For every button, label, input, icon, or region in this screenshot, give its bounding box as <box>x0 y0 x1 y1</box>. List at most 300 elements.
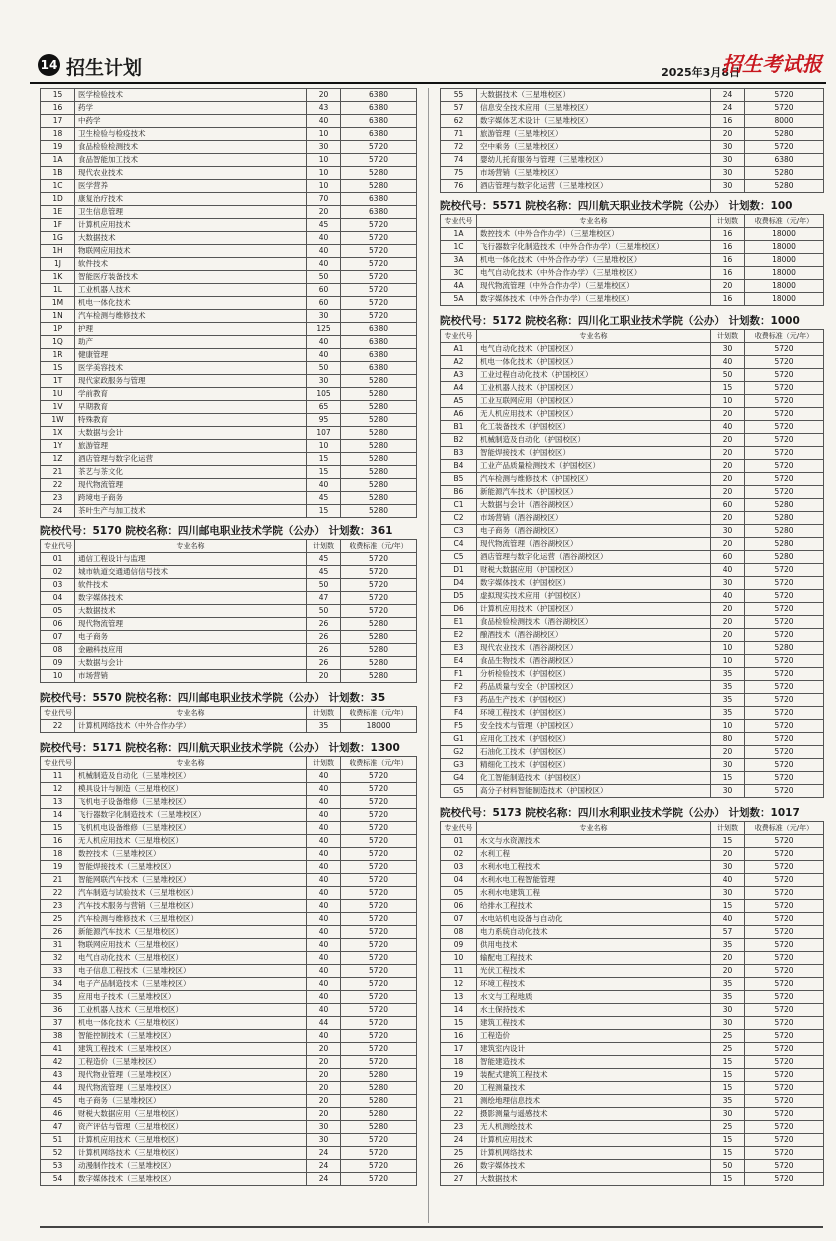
plan-count: 40 <box>307 1030 341 1043</box>
fee: 6380 <box>341 193 417 206</box>
table-row <box>441 952 824 965</box>
major-code: B5 <box>441 473 477 486</box>
plan-count: 20 <box>711 473 745 486</box>
major-code: 32 <box>41 952 75 965</box>
major-name: 汽车检测与维修技术 <box>75 310 307 323</box>
fee: 5720 <box>745 356 824 369</box>
major-name: 工程造价 <box>477 1030 711 1043</box>
major-name: 智能医疗装备技术 <box>75 271 307 284</box>
plan-count: 16 <box>711 241 745 254</box>
major-code: D1 <box>441 564 477 577</box>
fee: 5720 <box>341 913 417 926</box>
major-code: B2 <box>441 434 477 447</box>
fee: 5280 <box>341 670 417 683</box>
major-code: 01 <box>441 835 477 848</box>
table-row <box>41 193 417 206</box>
major-name: 现代农业技术（酒谷湖校区） <box>477 642 711 655</box>
major-name: 物联网应用技术 <box>75 245 307 258</box>
plan-count: 50 <box>307 579 341 592</box>
major-name: 财税大数据应用（三星堆校区） <box>75 1108 307 1121</box>
table-row <box>441 382 824 395</box>
table-row <box>441 1004 824 1017</box>
major-name: 无人机应用技术（护国校区） <box>477 408 711 421</box>
plan-count: 30 <box>711 577 745 590</box>
plan-count: 16 <box>711 293 745 306</box>
plan-count: 26 <box>307 657 341 670</box>
major-code: 38 <box>41 1030 75 1043</box>
plan-count: 40 <box>711 421 745 434</box>
major-name: 机电一体化技术 <box>75 297 307 310</box>
major-name: 工业机器人技术 <box>75 284 307 297</box>
major-code: 25 <box>441 1147 477 1160</box>
major-name: 汽车检测与维修技术（三星堆校区） <box>75 913 307 926</box>
fee: 6380 <box>341 102 417 115</box>
major-code: 16 <box>441 1030 477 1043</box>
major-code: 71 <box>441 128 477 141</box>
table-row <box>41 1017 417 1030</box>
plan-count: 35 <box>711 694 745 707</box>
plan-count: 30 <box>711 785 745 798</box>
major-code: 54 <box>41 1173 75 1186</box>
major-name: 空中乘务（三星堆校区） <box>477 141 711 154</box>
header-plan: 计划数 <box>711 215 745 228</box>
plan-table <box>40 539 417 683</box>
fee: 5720 <box>745 694 824 707</box>
fee: 5720 <box>745 668 824 681</box>
fee: 5720 <box>341 783 417 796</box>
table-row <box>441 1056 824 1069</box>
plan-count: 40 <box>307 783 341 796</box>
fee: 6380 <box>341 206 417 219</box>
fee: 5720 <box>745 408 824 421</box>
major-name: 光伏工程技术 <box>477 965 711 978</box>
right-column <box>440 88 823 1186</box>
plan-count: 50 <box>307 362 341 375</box>
major-name: 数控技术（三星堆校区） <box>75 848 307 861</box>
table-row <box>441 694 824 707</box>
fee: 5720 <box>745 978 824 991</box>
table-row <box>441 473 824 486</box>
fee: 5720 <box>745 395 824 408</box>
fee: 5280 <box>341 180 417 193</box>
fee: 5720 <box>341 245 417 258</box>
plan-count: 16 <box>711 115 745 128</box>
major-code: 11 <box>41 770 75 783</box>
major-code: 25 <box>41 913 75 926</box>
major-name: 电子信息工程技术（三星堆校区） <box>75 965 307 978</box>
table-row <box>441 395 824 408</box>
plan-count: 50 <box>711 369 745 382</box>
table-row <box>441 115 824 128</box>
table-row <box>441 785 824 798</box>
major-name: 石油化工技术（护国校区） <box>477 746 711 759</box>
table-row <box>41 939 417 952</box>
fee: 5720 <box>341 952 417 965</box>
major-code: 21 <box>41 874 75 887</box>
table-row <box>441 887 824 900</box>
major-name: 药品生产技术（护国校区） <box>477 694 711 707</box>
plan-count: 40 <box>307 926 341 939</box>
major-code: 11 <box>441 965 477 978</box>
fee: 5720 <box>745 1173 824 1186</box>
major-name: 现代物流管理（酒谷湖校区） <box>477 538 711 551</box>
plan-count: 15 <box>711 1082 745 1095</box>
plan-count: 40 <box>307 770 341 783</box>
header-fee: 收费标准（元/年） <box>341 540 417 553</box>
major-code: 17 <box>41 115 75 128</box>
plan-count: 125 <box>307 323 341 336</box>
major-code: 23 <box>41 900 75 913</box>
fee: 5720 <box>745 913 824 926</box>
fee: 5720 <box>745 616 824 629</box>
table-row <box>441 1017 824 1030</box>
plan-count: 40 <box>307 245 341 258</box>
plan-count: 50 <box>307 271 341 284</box>
table-row <box>441 241 824 254</box>
plan-count: 15 <box>711 900 745 913</box>
major-code: 44 <box>41 1082 75 1095</box>
major-name: 建筑工程技术（三星堆校区） <box>75 1043 307 1056</box>
major-code: 07 <box>41 631 75 644</box>
fee: 5720 <box>745 1056 824 1069</box>
fee: 5720 <box>745 655 824 668</box>
fee: 5720 <box>745 733 824 746</box>
table-row <box>41 219 417 232</box>
fee: 5720 <box>341 232 417 245</box>
header-code: 专业代号 <box>441 330 477 343</box>
major-code: 1G <box>41 232 75 245</box>
major-name: 飞行器数字化制造技术（三星堆校区） <box>75 809 307 822</box>
major-name: 水利水电工程技术 <box>477 861 711 874</box>
fee: 5720 <box>745 952 824 965</box>
major-name: 水利水电工程智能管理 <box>477 874 711 887</box>
major-code: G5 <box>441 785 477 798</box>
table-row <box>441 926 824 939</box>
major-code: 03 <box>41 579 75 592</box>
fee: 5720 <box>341 310 417 323</box>
major-name: 食品生物技术（酒谷湖校区） <box>477 655 711 668</box>
fee: 5720 <box>341 978 417 991</box>
table-row <box>441 1030 824 1043</box>
plan-count: 80 <box>711 733 745 746</box>
plan-count: 40 <box>307 115 341 128</box>
major-name: 现代物流管理（三星堆校区） <box>75 1082 307 1095</box>
major-code: G2 <box>441 746 477 759</box>
major-name: 电力系统自动化技术 <box>477 926 711 939</box>
table-row <box>441 447 824 460</box>
plan-count: 60 <box>307 284 341 297</box>
major-name: 水利工程 <box>477 848 711 861</box>
fee: 5280 <box>341 401 417 414</box>
major-code: 13 <box>441 991 477 1004</box>
table-row <box>41 505 417 518</box>
table-row <box>441 900 824 913</box>
plan-count: 20 <box>711 408 745 421</box>
major-name: 无人机测绘技术 <box>477 1121 711 1134</box>
header-code: 专业代号 <box>441 822 477 835</box>
major-name: 无人机应用技术（三星堆校区） <box>75 835 307 848</box>
plan-table <box>40 756 417 1186</box>
table-header-row <box>41 540 417 553</box>
plan-table <box>440 88 824 193</box>
major-code: 1X <box>41 427 75 440</box>
major-name: 茶叶生产与加工技术 <box>75 505 307 518</box>
table-header-row <box>441 330 824 343</box>
major-code: A2 <box>441 356 477 369</box>
table-row <box>441 267 824 280</box>
major-name: 数字媒体技术（三星堆校区） <box>75 1173 307 1186</box>
plan-count: 15 <box>711 1056 745 1069</box>
plan-count: 30 <box>307 310 341 323</box>
major-name: 软件技术 <box>75 258 307 271</box>
major-name: 化工智能制造技术（护国校区） <box>477 772 711 785</box>
fee: 5280 <box>745 551 824 564</box>
table-row <box>441 486 824 499</box>
table-row <box>41 258 417 271</box>
major-name: 计算机应用技术 <box>477 1134 711 1147</box>
major-name: 计算机网络技术（中外合作办学） <box>75 720 307 733</box>
major-code: 02 <box>441 848 477 861</box>
major-code: 06 <box>41 618 75 631</box>
fee: 6380 <box>341 336 417 349</box>
plan-count: 10 <box>711 395 745 408</box>
plan-count: 30 <box>307 141 341 154</box>
plan-count: 30 <box>711 887 745 900</box>
table-row <box>41 349 417 362</box>
table-row <box>41 284 417 297</box>
fee: 5720 <box>745 1095 824 1108</box>
major-code: A4 <box>441 382 477 395</box>
major-name: 大数据与会计（酒谷湖校区） <box>477 499 711 512</box>
plan-count: 40 <box>307 822 341 835</box>
major-code: 19 <box>441 1069 477 1082</box>
major-name: 现代物流管理（中外合作办学）（三星堆校区） <box>477 280 711 293</box>
table-row <box>441 848 824 861</box>
table-row <box>441 1043 824 1056</box>
plan-count: 60 <box>711 551 745 564</box>
fee: 5280 <box>745 167 824 180</box>
major-code: B6 <box>441 486 477 499</box>
major-code: 13 <box>41 796 75 809</box>
table-row <box>441 1160 824 1173</box>
header-plan: 计划数 <box>307 707 341 720</box>
major-name: 环境工程技术 <box>477 978 711 991</box>
fee: 5720 <box>745 1147 824 1160</box>
plan-count: 30 <box>307 1121 341 1134</box>
plan-count: 20 <box>711 538 745 551</box>
major-name: 物联网应用技术（三星堆校区） <box>75 939 307 952</box>
plan-count: 15 <box>711 382 745 395</box>
major-name: 护理 <box>75 323 307 336</box>
table-row <box>441 343 824 356</box>
major-name: 智能焊接技术（护国校区） <box>477 447 711 460</box>
major-name: 工业机器人技术（三星堆校区） <box>75 1004 307 1017</box>
fee: 5720 <box>745 577 824 590</box>
fee: 5720 <box>341 284 417 297</box>
major-code: 1V <box>41 401 75 414</box>
table-row <box>441 577 824 590</box>
major-name: 财税大数据应用（护国校区） <box>477 564 711 577</box>
plan-count: 40 <box>307 874 341 887</box>
plan-count: 107 <box>307 427 341 440</box>
major-code: 47 <box>41 1121 75 1134</box>
table-row <box>441 254 824 267</box>
major-code: 1T <box>41 375 75 388</box>
table-header-row <box>441 215 824 228</box>
fee: 5720 <box>745 1160 824 1173</box>
major-name: 市场营销（三星堆校区） <box>477 167 711 180</box>
major-name: 化工装备技术（护国校区） <box>477 421 711 434</box>
table-row <box>41 115 417 128</box>
table-row <box>41 440 417 453</box>
plan-count: 30 <box>711 1004 745 1017</box>
table-row <box>441 746 824 759</box>
plan-count: 30 <box>711 154 745 167</box>
table-row <box>41 1043 417 1056</box>
table-row <box>41 644 417 657</box>
table-row <box>41 154 417 167</box>
table-row <box>441 154 824 167</box>
major-code: 24 <box>41 505 75 518</box>
fee: 5720 <box>341 297 417 310</box>
major-name: 电气自动化技术（三星堆校区） <box>75 952 307 965</box>
table-row <box>41 670 417 683</box>
major-name: 工程测量技术 <box>477 1082 711 1095</box>
major-code: 1E <box>41 206 75 219</box>
major-name: 酒店管理与数字化运营 <box>75 453 307 466</box>
major-name: 茶艺与茶文化 <box>75 466 307 479</box>
major-code: 1M <box>41 297 75 310</box>
table-row <box>41 848 417 861</box>
table-row <box>441 228 824 241</box>
table-row <box>441 1108 824 1121</box>
major-code: 4A <box>441 280 477 293</box>
plan-count: 20 <box>711 848 745 861</box>
plan-count: 35 <box>711 707 745 720</box>
major-code: 02 <box>41 566 75 579</box>
plan-count: 24 <box>711 89 745 102</box>
table-row <box>441 991 824 1004</box>
table-row <box>41 720 417 733</box>
table-row <box>441 707 824 720</box>
major-name: 食品检验检测技术 <box>75 141 307 154</box>
major-code: 19 <box>41 861 75 874</box>
plan-table <box>440 214 824 306</box>
school-title: 院校代号：5571 院校名称：四川航天职业技术学院（公办） 计划数：100 <box>440 200 793 212</box>
major-code: 07 <box>441 913 477 926</box>
table-row <box>41 553 417 566</box>
major-code: 3C <box>441 267 477 280</box>
major-name: 汽车技术服务与营销（三星堆校区） <box>75 900 307 913</box>
plan-count: 15 <box>711 772 745 785</box>
major-code: 18 <box>441 1056 477 1069</box>
fee: 5720 <box>745 939 824 952</box>
major-name: 高分子材料智能制造技术（护国校区） <box>477 785 711 798</box>
major-name: 跨境电子商务 <box>75 492 307 505</box>
major-code: 35 <box>41 991 75 1004</box>
plan-count: 43 <box>307 102 341 115</box>
major-name: 现代家政服务与管理 <box>75 375 307 388</box>
major-code: 26 <box>41 926 75 939</box>
major-code: 1K <box>41 271 75 284</box>
major-code: 1U <box>41 388 75 401</box>
plan-count: 40 <box>307 258 341 271</box>
major-code: 14 <box>41 809 75 822</box>
plan-count: 35 <box>307 720 341 733</box>
major-code: 22 <box>41 887 75 900</box>
major-name: 工程造价（三星堆校区） <box>75 1056 307 1069</box>
major-code: 1Z <box>41 453 75 466</box>
table-row <box>41 1147 417 1160</box>
major-code: 1C <box>41 180 75 193</box>
fee: 18000 <box>341 720 417 733</box>
plan-count: 15 <box>711 1134 745 1147</box>
major-name: 模具设计与制造（三星堆校区） <box>75 783 307 796</box>
fee: 5720 <box>341 1134 417 1147</box>
fee: 5720 <box>745 900 824 913</box>
major-code: 1N <box>41 310 75 323</box>
table-row <box>441 551 824 564</box>
fee: 5280 <box>341 427 417 440</box>
major-code: 75 <box>441 167 477 180</box>
table-row <box>41 1095 417 1108</box>
column-divider <box>428 88 429 1223</box>
major-code: 15 <box>41 89 75 102</box>
major-code: 57 <box>441 102 477 115</box>
fee: 5720 <box>745 785 824 798</box>
table-row <box>41 1134 417 1147</box>
plan-count: 40 <box>307 835 341 848</box>
fee: 18000 <box>745 267 824 280</box>
plan-table <box>40 88 417 518</box>
header-name: 专业名称 <box>477 215 711 228</box>
table-row <box>41 605 417 618</box>
major-code: 1J <box>41 258 75 271</box>
major-code: 36 <box>41 1004 75 1017</box>
major-code: 31 <box>41 939 75 952</box>
table-row <box>441 1134 824 1147</box>
table-row <box>41 1069 417 1082</box>
major-code: C3 <box>441 525 477 538</box>
major-code: 1R <box>41 349 75 362</box>
major-code: C1 <box>441 499 477 512</box>
header-fee: 收费标准（元/年） <box>341 707 417 720</box>
major-name: 数字媒体技术 <box>477 1160 711 1173</box>
header-name: 专业名称 <box>75 707 307 720</box>
major-code: 15 <box>41 822 75 835</box>
fee: 5720 <box>745 89 824 102</box>
plan-count: 24 <box>307 1173 341 1186</box>
major-code: 3A <box>441 254 477 267</box>
table-row <box>41 657 417 670</box>
fee: 5720 <box>341 770 417 783</box>
major-code: E2 <box>441 629 477 642</box>
major-name: 现代物流管理 <box>75 618 307 631</box>
table-row <box>441 460 824 473</box>
table-row <box>41 128 417 141</box>
plan-count: 35 <box>711 991 745 1004</box>
plan-count: 57 <box>711 926 745 939</box>
major-code: 62 <box>441 115 477 128</box>
plan-count: 105 <box>307 388 341 401</box>
major-name: 助产 <box>75 336 307 349</box>
header-name: 专业名称 <box>75 757 307 770</box>
plan-count: 26 <box>307 618 341 631</box>
fee: 5280 <box>745 525 824 538</box>
major-name: 给排水工程技术 <box>477 900 711 913</box>
school-title: 院校代号：5171 院校名称：四川航天职业技术学院（公办） 计划数：1300 <box>40 742 400 754</box>
major-name: 汽车制造与试验技术（三星堆校区） <box>75 887 307 900</box>
